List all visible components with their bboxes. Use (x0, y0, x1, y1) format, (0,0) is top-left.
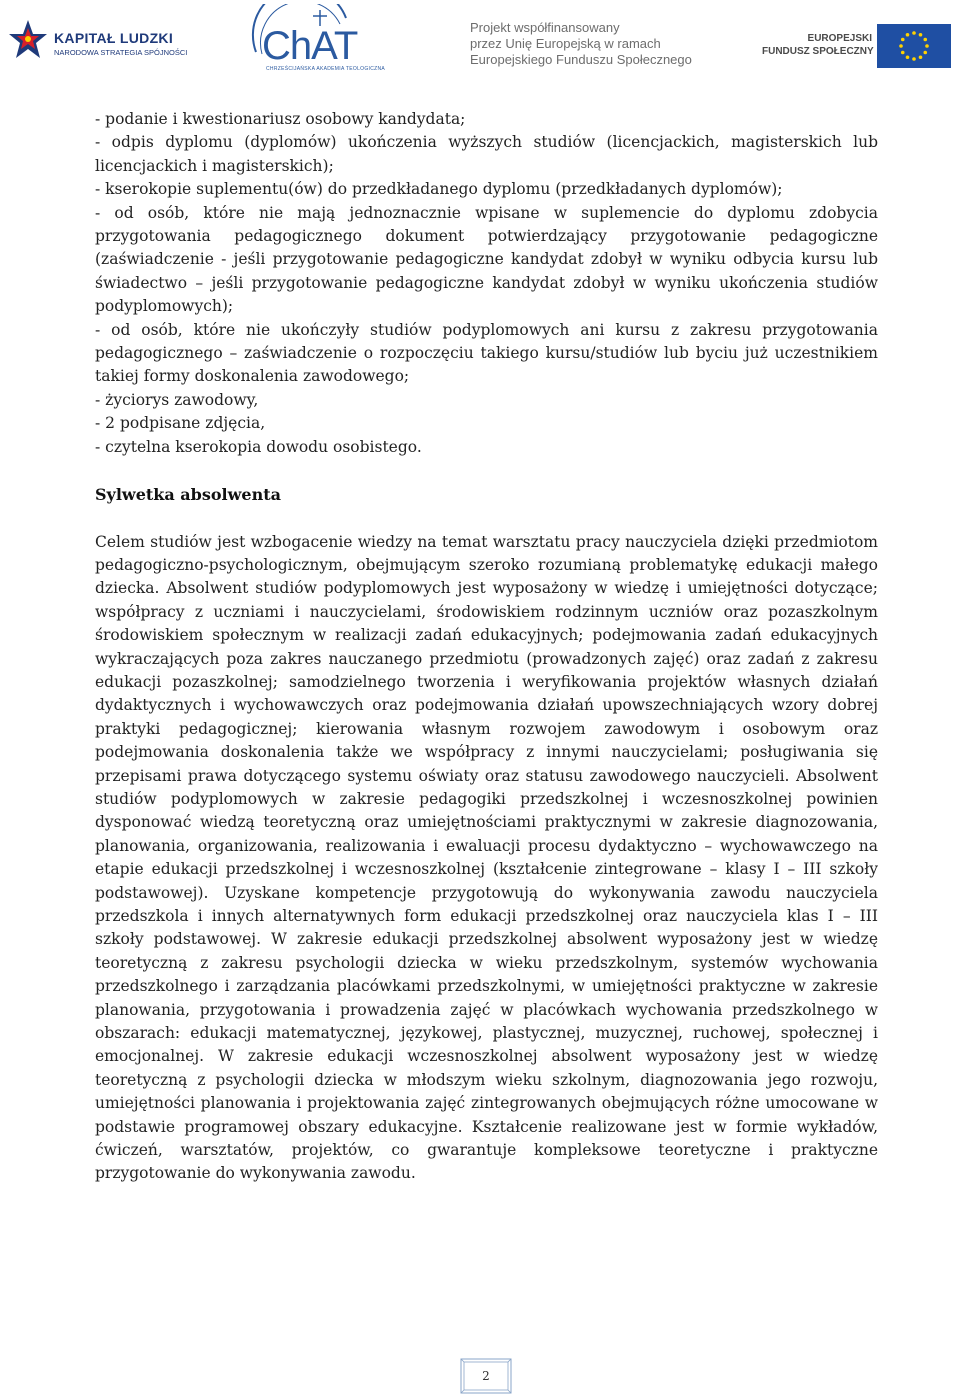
required-documents-list (95, 108, 878, 459)
list-item: - odpis dyplomu (dyplomów) ukończenia wyższych studiów (licencjackich, magisterskich lub licencjackich i magisterskich); (95, 133, 878, 175)
eu-star-icon (899, 44, 903, 48)
eu-star-icon (901, 51, 905, 55)
page-header (0, 0, 960, 80)
efs-label (762, 32, 872, 58)
eu-star-icon (923, 38, 927, 42)
list-item: - 2 podpisane zdjęcia, (95, 414, 266, 433)
document-body (95, 108, 878, 1186)
page-number: 2 (482, 1369, 490, 1383)
chat-wordmark: ChAT (262, 24, 358, 68)
kapital-ludzki-logo (8, 22, 188, 66)
kapital-ludzki-title: KAPITAŁ LUDZKI (54, 30, 174, 46)
chat-logo (250, 4, 386, 74)
section-paragraph: Celem studiów jest wzbogacenie wiedzy na temat warsztatu pracy nauczyciela dzięki przedmiotom pedagogiczno-psychologicznym, obejmującym szeroko rozumianą problematykę edukacji małego dziecka. Absolwent studiów podyplomowych jest wyposażony w wiedzę i umiejętności dotyczące; współpracy z uczniami i nauczycielami, środowiskiem rodzinnym uczniów oraz pozaszkolnym środowiskiem społecznym w realizacji zadań edukacyjnych; podejmowania zadań edukacyjnych wykraczających poza zakres nauczanego przedmiotu (prowadzonych zajęć) oraz zadań z zakresu edukacji pozaszkolnej; samodzielnego tworzenia i weryfikowania projektów własnych działań dydaktycznych i wychowawczych oraz podejmowania działań upowszechniających wzory dobrej praktyki pedagogicznej; kierowania własnym rozwojem zawodowym i osobowym oraz podejmowania doskonalenia także we współpracy z innymi nauczycielami; posługiwania się przepisami prawa dotyczącego systemu oświaty oraz statusu zawodowego nauczycieli. Absolwent studiów podyplomowych w zakresie pedagogiki przedszkolnej i wczesnoszkolnej powinien dysponować wiedzą teoretyczną oraz umiejętnościami praktycznymi w zakresie diagnozowania, planowania, organizowania, realizowania i ewaluacji procesu dydaktyczno – wychowawczego na etapie edukacji przedszkolnej i wczesnoszkolnej (kształcenie zintegrowane – klasy I – III szkoły podstawowej). Uzyskane kompetencje przygotowują do wykonywania zawodu nauczyciela przedszkola i innych alternatywnych form edukacji przedszkolnej oraz nauczyciela klas I – III szkoły podstawowej. W zakresie edukacji przedszkolnej absolwent wyposażony jest w wiedzę teoretyczną z zakresu psychologii dziecka w wieku przedszkolnym, systemów wychowania przedszkolnego i zarządzania placówkami przedszkolnymi, w umiejętności praktyczne w zakresie planowania, przygotowania i prowadzenia zajęć w placówkach wychowania przedszkolnego w obszarach: edukacji matematycznej, językowej, plastycznej, muzycznej, ruchowej, społecznej i emocjonalnej. W zakresie edukacji wczesnoszkolnej absolwent wyposażony jest w wiedzę teoretyczną z psychologii dziecka w młodszym wieku szkolnym, diagnozowania jego rozwoju, umiejętności planowania i projektowania zajęć zintegrowanych obejmujących różne umocowane w podstawie programowej obszary edukacyjne. Kształcenie realizowane jest w formie wykładów, ćwiczeń, warsztatów, projektów, co gwarantuje kompleksowe teoretyczne i praktyczne przygotowanie do wykonywania zawodu. (95, 532, 878, 1183)
eu-star-icon (912, 31, 916, 35)
eu-star-icon (923, 51, 927, 55)
eu-flag-icon (877, 24, 951, 68)
list-item: - od osób, które nie ukończyły studiów podyplomowych ani kursu z zakresu przygotowania pedagogicznego – zaświadczenie o rozpoczęciu takiego kursu/studiów lub byciu już uczestnikiem takiej formy doskonalenia zawodowego; (95, 320, 878, 386)
project-cofinancing-note (470, 20, 710, 68)
eu-star-icon (906, 33, 910, 37)
eu-star-icon (919, 33, 923, 37)
page-number-box (460, 1358, 512, 1394)
eu-star-icon (912, 57, 916, 61)
section-heading: Sylwetka absolwenta (95, 485, 281, 505)
list-item: - życiorys zawodowy, (95, 390, 259, 409)
project-line: przez Unię Europejską w ramach (470, 36, 661, 51)
efs-line: EUROPEJSKI (807, 33, 872, 44)
project-line: Europejskiego Funduszu Społecznego (470, 52, 692, 67)
kapital-ludzki-subtitle: NARODOWA STRATEGIA SPÓJNOŚCI (54, 48, 188, 57)
eu-star-icon (901, 38, 905, 42)
list-item: - czytelna kserokopia dowodu osobistego. (95, 437, 422, 456)
eu-star-icon (925, 44, 929, 48)
chat-subtitle: CHRZEŚCIJAŃSKA AKADEMIA TEOLOGICZNA (266, 66, 386, 72)
list-item: - podanie i kwestionariusz osobowy kandydata; (95, 110, 466, 128)
kapital-ludzki-star-icon (8, 18, 48, 62)
eu-star-icon (919, 55, 923, 59)
eu-star-icon (906, 55, 910, 59)
project-line: Projekt współfinansowany (470, 20, 620, 35)
list-item: - od osób, które nie mają jednoznacznie wpisane w suplemencie do dyplomu zdobycia przygotowania pedagogicznego dokument potwierdzający przygotowanie pedagogiczne (zaświadczenie - jeśli przygotowanie pedagogiczne kandydat zdobył w wyniku odbycia kursu lub świadectwo – jeśli przygotowanie pedagogiczne kandydat zdobył w wyniku ukończenia studiów podyplomowych); (95, 203, 878, 316)
list-item: - kserokopie suplementu(ów) do przedkładanego dyplomu (przedkładanych dyplomów); (95, 180, 783, 199)
efs-line: FUNDUSZ SPOŁECZNY (762, 46, 874, 57)
